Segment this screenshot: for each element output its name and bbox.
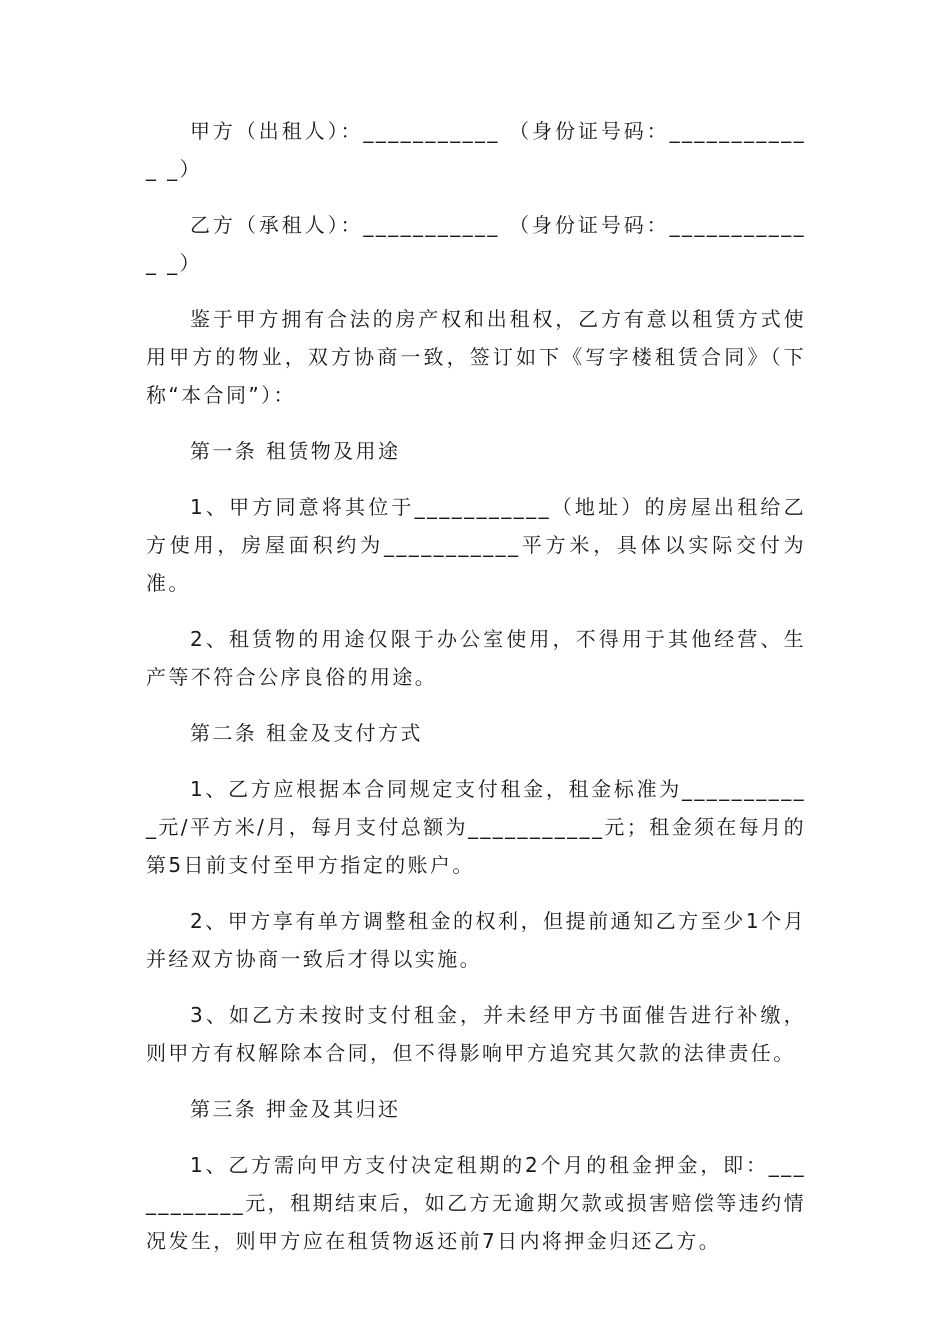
article-3-clause-1: 1、乙方需向甲方支付决定租期的2个月的租金押金，即：___________元，租期结束后，如乙方无逾期欠款或损害赔偿等违约情况发生，则甲方应在租赁物返还前7日内将押金归还乙方。 xyxy=(146,1153,806,1253)
article-2-clause-3: 3、如乙方未按时支付租金，并未经甲方书面催告进行补缴，则甲方有权解除本合同，但不得影响甲方追究其欠款的法律责任。 xyxy=(146,1003,806,1065)
article-1-heading: 第一条 租赁物及用途 xyxy=(190,439,401,463)
article-1-clause-1: 1、甲方同意将其位于___________（地址）的房屋出租给乙方使用，房屋面积约为___________平方米，具体以实际交付为准。 xyxy=(146,495,806,595)
article-2-clause-2: 2、甲方享有单方调整租金的权利，但提前通知乙方至少1个月并经双方协商一致后才得以实施。 xyxy=(146,909,806,971)
article-1-clause-2: 2、租赁物的用途仅限于办公室使用，不得用于其他经营、生产等不符合公序良俗的用途。 xyxy=(146,627,806,689)
article-3-heading: 第三条 押金及其归还 xyxy=(190,1097,401,1121)
party-a-line: 甲方（出租人）：___________ （身份证号码：____________ _） xyxy=(146,119,806,181)
article-2-clause-1: 1、乙方应根据本合同规定支付租金，租金标准为___________元/平方米/月，每月支付总额为___________元；租金须在每月的第5日前支付至甲方指定的账户。 xyxy=(146,777,806,877)
preamble-paragraph: 鉴于甲方拥有合法的房产权和出租权，乙方有意以租赁方式使用甲方的物业，双方协商一致，签订如下《写字楼租赁合同》（下称“本合同”）： xyxy=(146,307,806,407)
contract-page xyxy=(146,112,806,1278)
party-b-line: 乙方（承租人）：___________ （身份证号码：____________ _） xyxy=(146,213,806,275)
article-2-heading: 第二条 租金及支付方式 xyxy=(190,721,423,745)
